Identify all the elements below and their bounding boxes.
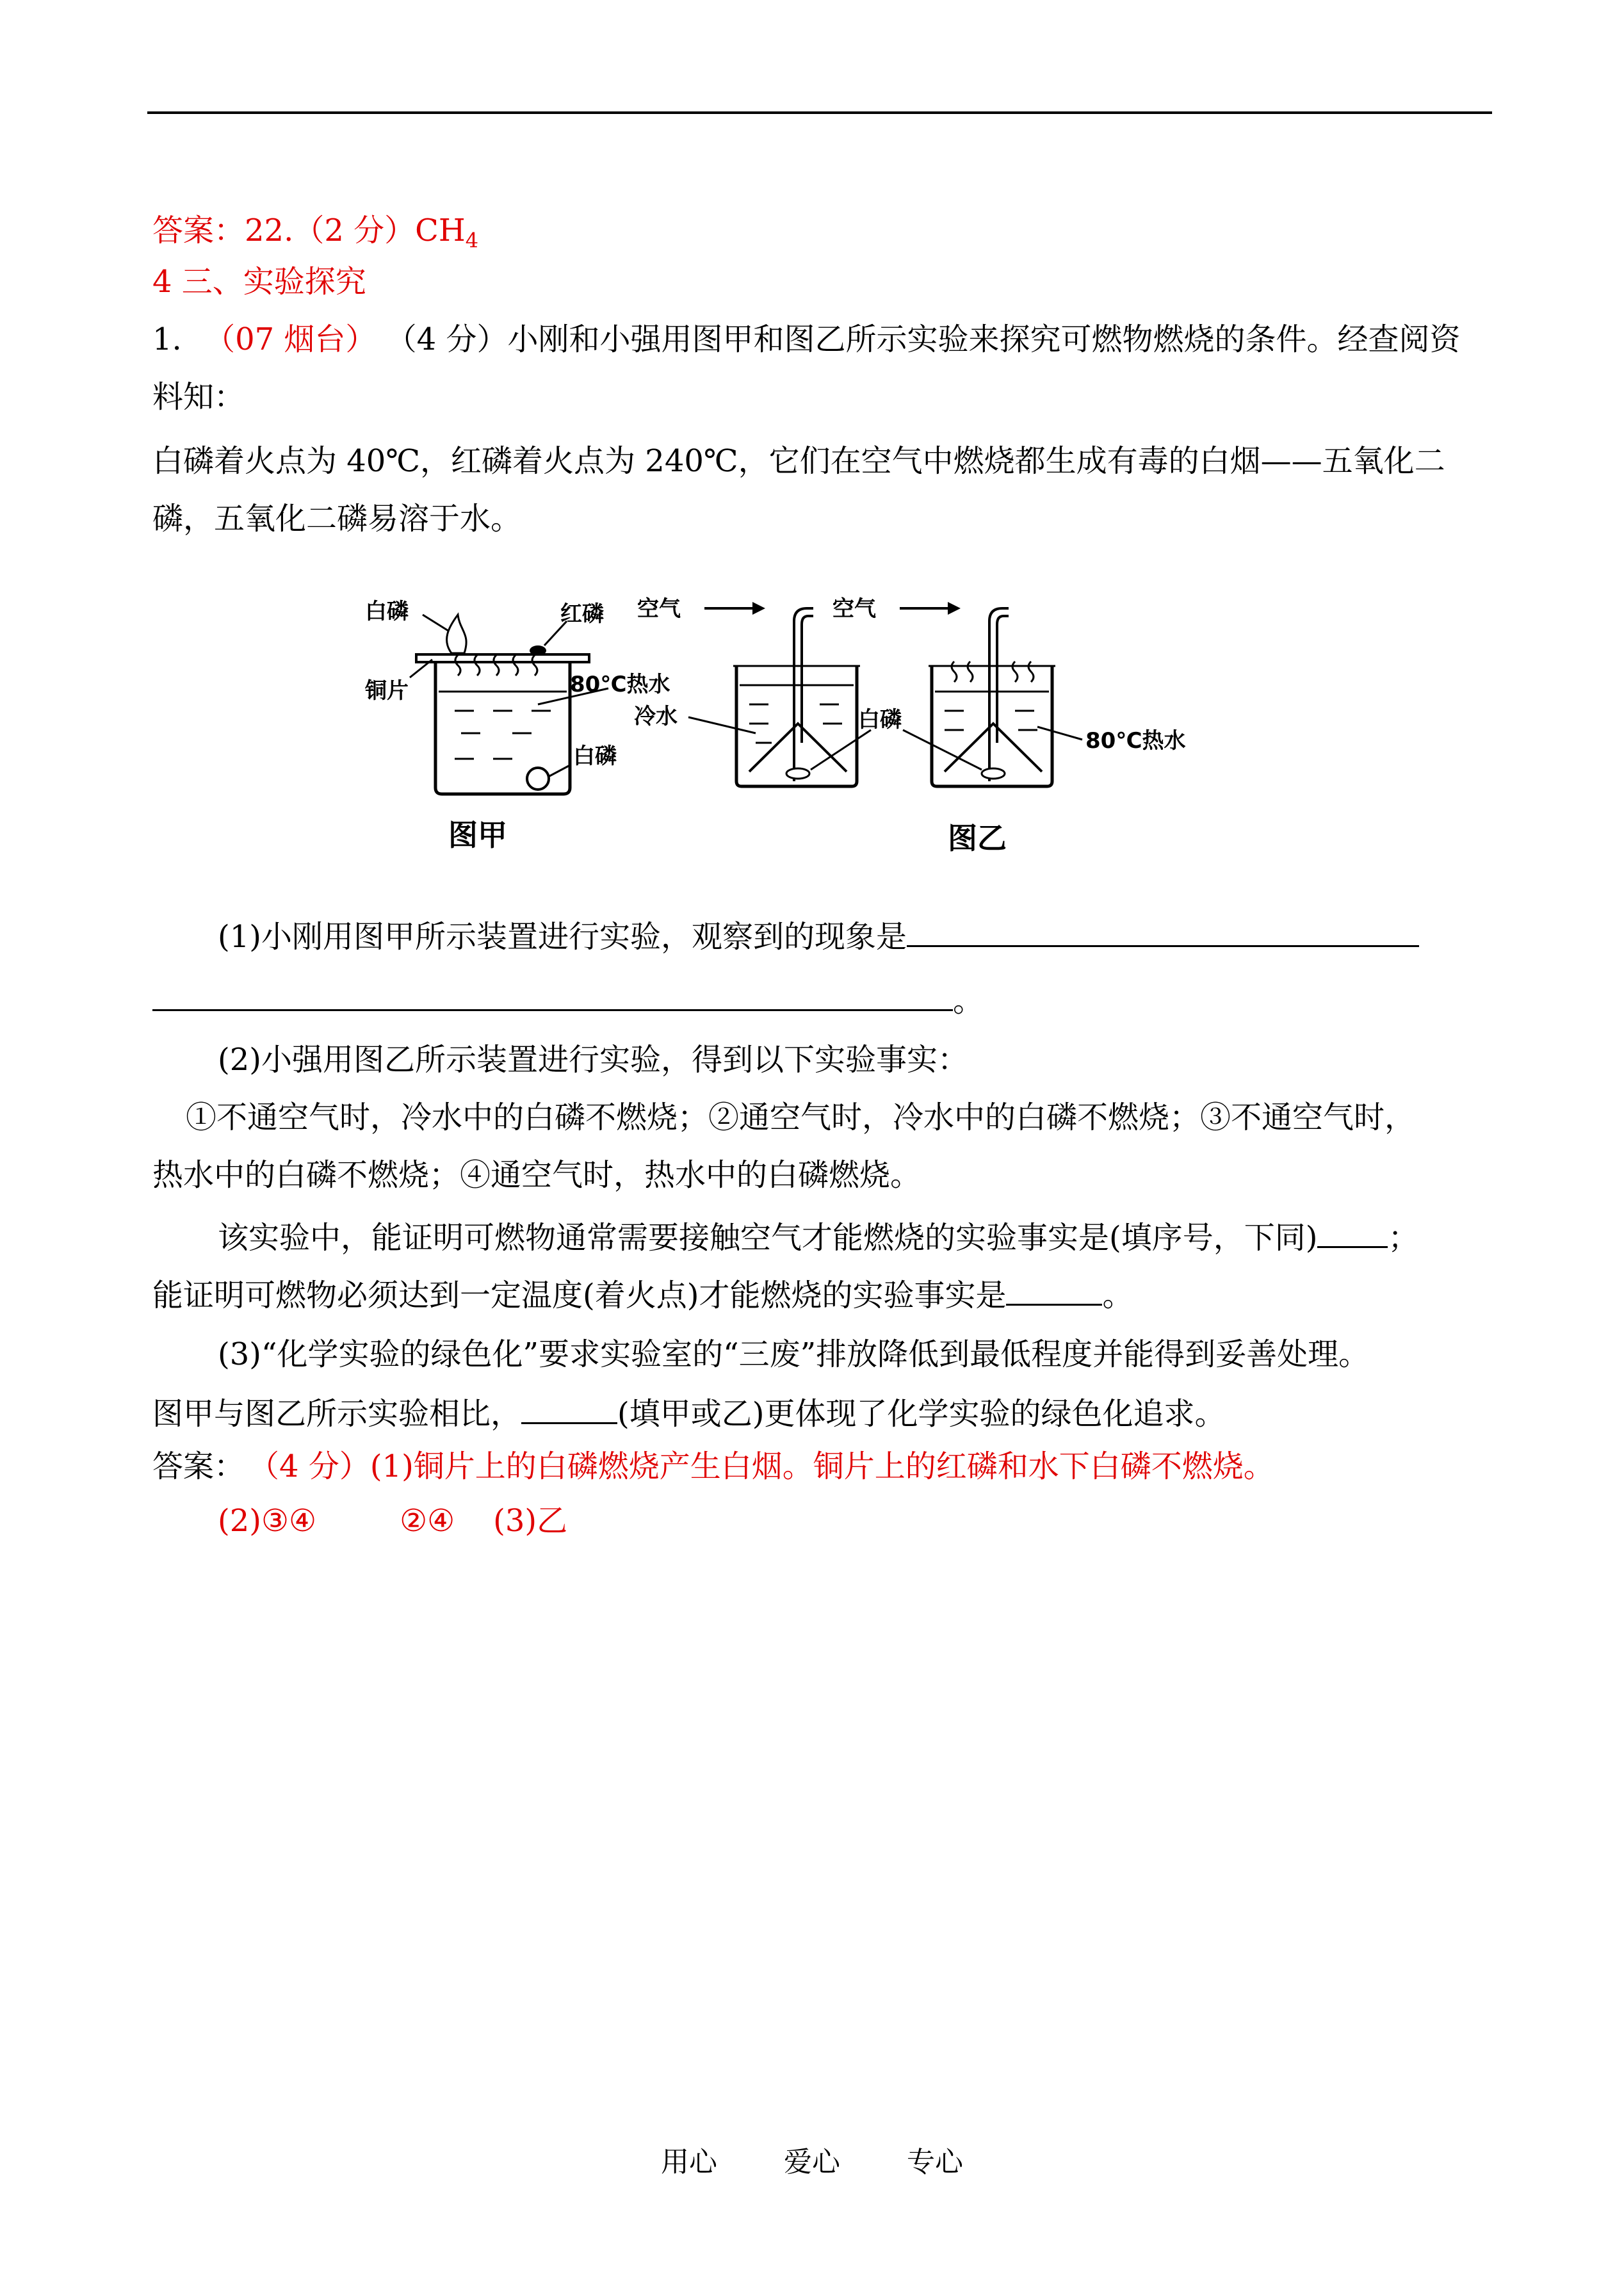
answer-blank-3[interactable]	[521, 1393, 617, 1424]
label-air-left: 空气	[637, 596, 681, 622]
part-2-facts-2: 热水中的白磷不燃烧；④通空气时，热水中的白磷燃烧。	[152, 1157, 922, 1193]
question-1-intro-2: 料知：	[152, 379, 245, 415]
label-hot-water-jia: 80℃热水	[570, 672, 670, 697]
label-white-phosphorus-yi: 白磷	[858, 707, 902, 733]
label-copper: 铜片	[365, 678, 409, 704]
part-2-q1: 该实验中，能证明可燃物通常需要接触空气才能燃烧的实验事实是(填序号，下同) ；	[218, 1217, 1418, 1257]
part-2-facts-1: ①不通空气时，冷水中的白磷不燃烧；②通空气时，冷水中的白磷不燃烧；③不通空气时，	[186, 1099, 1416, 1135]
label-air-right: 空气	[832, 596, 876, 622]
experiment-figure	[346, 596, 1281, 864]
answer-blank-2a[interactable]	[1317, 1217, 1388, 1248]
label-white-phosphorus-bottom: 白磷	[573, 743, 617, 769]
answer-block: 答案： （4 分）(1)铜片上的白磷燃烧产生白烟。铜片上的红磷和水下白磷不燃烧。	[152, 1448, 1274, 1484]
part-1-question: (1)小刚用图甲所示装置进行实验，观察到的现象是	[218, 916, 1419, 956]
question-source: （07 烟台）	[204, 321, 377, 357]
answer-blank-1b[interactable]	[152, 980, 953, 1011]
flame-icon	[447, 615, 467, 653]
answer-blank-2b[interactable]	[1006, 1274, 1102, 1306]
red-phosphorus	[530, 645, 546, 656]
label-cold-water: 冷水	[634, 704, 678, 729]
label-hot-water-yi: 80℃热水	[1085, 728, 1186, 754]
header-rule	[147, 111, 1492, 114]
part-2-q2: 能证明可燃物必须达到一定温度(着火点)才能燃烧的实验事实是 。	[152, 1274, 1133, 1315]
answer-block-2: (2)③④ ②④ (3)乙	[218, 1503, 568, 1539]
white-phosphorus-underwater	[527, 768, 549, 790]
part-3-line-1: (3)“化学实验的绿色化”要求实验室的“三废”排放降低到最低程度并能得到妥善处理。	[218, 1336, 1370, 1372]
page-footer: 用心 爱心 专心	[661, 2146, 963, 2178]
figure-jia	[364, 599, 670, 852]
part-3-line-2: 图甲与图乙所示实验相比， (填甲或乙)更体现了化学实验的绿色化追求。	[152, 1393, 1225, 1433]
label-white-phosphorus-top: 白磷	[365, 599, 409, 624]
answer-22: 答案：22.（2 分）$CH_4$	[152, 213, 479, 253]
copper-plate	[416, 654, 589, 662]
part-2-intro: (2)小强用图乙所示装置进行实验，得到以下实验事实：	[218, 1042, 968, 1078]
fact-line-2: 磷，五氧化二磷易溶于水。	[152, 501, 522, 537]
section-heading: 4 三、实验探究	[152, 264, 366, 300]
answer-blank-1a[interactable]	[907, 916, 1419, 947]
caption-yi: 图乙	[948, 821, 1007, 856]
figure-yi	[634, 596, 1186, 856]
part-1-question-cont: 。	[152, 980, 984, 1020]
question-1-intro: 1. （07 烟台） （4 分）小刚和小强用图甲和图乙所示实验来探究可燃物燃烧的条件。经查阅资	[152, 321, 1461, 357]
caption-jia: 图甲	[448, 818, 507, 852]
fact-line-1: 白磷着火点为 40℃，红磷着火点为 240℃，它们在空气中燃烧都生成有毒的白烟——五氧化二	[152, 443, 1445, 479]
label-red-phosphorus: 红磷	[560, 601, 604, 627]
